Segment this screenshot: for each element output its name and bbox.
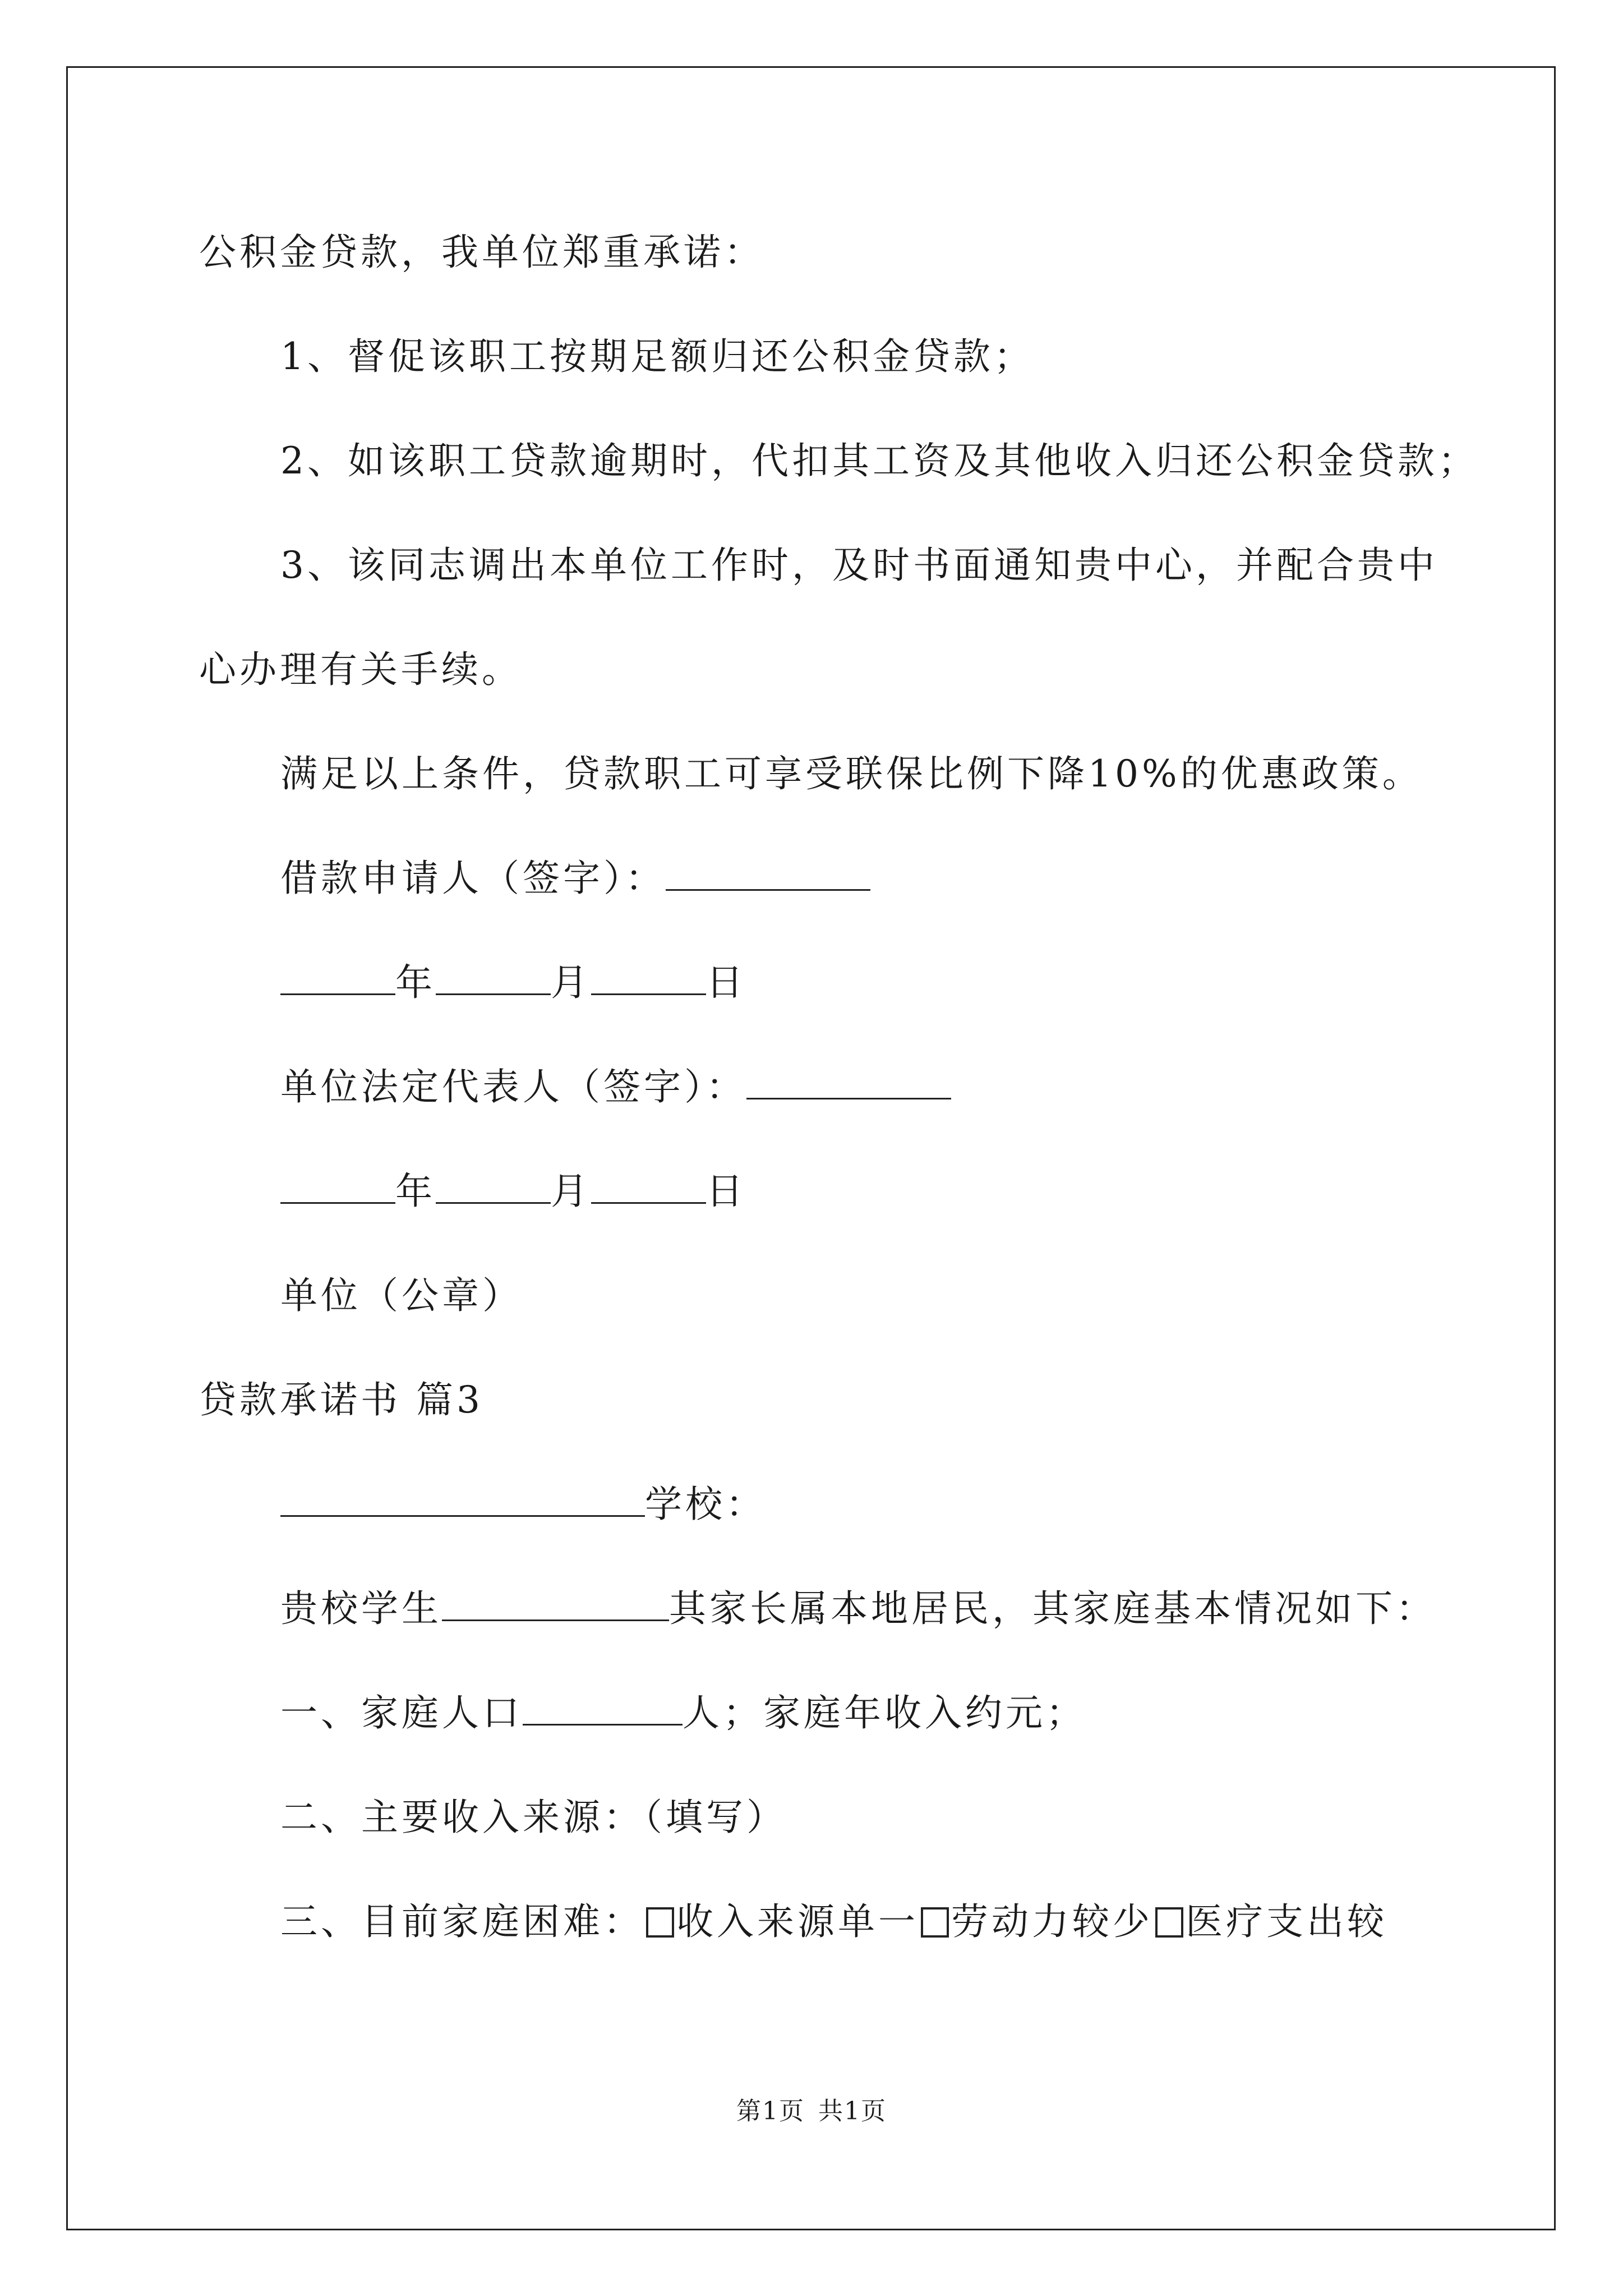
school-suffix: 学校： — [645, 1483, 766, 1526]
borrower-signature-label: 借款申请人（签字）： — [280, 857, 666, 900]
borrower-date-line — [280, 960, 746, 1005]
student-name-blank[interactable] — [442, 1587, 669, 1621]
legal-rep-date-line — [280, 1169, 746, 1214]
day-label: 日 — [706, 961, 746, 1004]
school-line — [280, 1482, 766, 1527]
legal-rep-signature-label: 单位法定代表人（签字）： — [280, 1065, 746, 1108]
page-footer — [0, 2096, 1623, 2127]
year-blank[interactable] — [280, 1170, 395, 1204]
difficulty-option-1: 收入来源单一 — [676, 1900, 919, 1943]
family-size-prefix: 一、家庭人口 — [280, 1691, 523, 1734]
year-label: 年 — [395, 1170, 436, 1213]
month-label: 月 — [551, 961, 591, 1004]
student-line — [280, 1586, 1436, 1631]
year-blank[interactable] — [280, 961, 395, 995]
borrower-signature-line — [280, 856, 870, 901]
paragraph-6: 满足以上条件，贷款职工可享受联保比例下降10%的优惠政策。 — [280, 752, 1423, 795]
difficulty-line — [280, 1899, 1387, 1944]
school-name-blank[interactable] — [280, 1483, 645, 1517]
family-size-line — [280, 1691, 1086, 1736]
legal-rep-signature-blank[interactable] — [746, 1065, 951, 1099]
paragraph-3: 2、如该职工贷款逾期时，代扣其工资及其他收入归还公积金贷款； — [280, 439, 1478, 482]
paragraph-2: 1、督促该职工按期足额归还公积金贷款； — [280, 335, 1034, 378]
month-blank[interactable] — [436, 961, 551, 995]
day-label: 日 — [706, 1170, 746, 1213]
day-blank[interactable] — [591, 961, 706, 995]
paragraph-1: 公积金贷款，我单位郑重承诺： — [199, 231, 764, 274]
year-label: 年 — [395, 961, 436, 1004]
legal-rep-signature-line — [280, 1065, 951, 1110]
difficulty-option-3: 医疗支出较 — [1186, 1900, 1387, 1943]
student-prefix: 贵校学生 — [280, 1587, 442, 1630]
family-size-blank[interactable] — [523, 1691, 683, 1726]
unit-seal-label: 单位（公章） — [280, 1274, 523, 1317]
checkbox[interactable] — [921, 1907, 949, 1938]
page-number: 第1页 — [736, 2097, 805, 2125]
checkbox[interactable] — [646, 1907, 674, 1938]
paragraph-5: 心办理有关手续。 — [199, 648, 522, 691]
difficulty-prefix: 三、目前家庭困难： — [280, 1900, 644, 1943]
page-total: 共1页 — [818, 2097, 887, 2125]
difficulty-option-2: 劳动力较少 — [951, 1900, 1153, 1943]
month-blank[interactable] — [436, 1170, 551, 1204]
student-suffix: 其家长属本地居民，其家庭基本情况如下： — [669, 1587, 1436, 1630]
income-source-line: 二、主要收入来源：（填写） — [280, 1796, 787, 1839]
section-title: 贷款承诺书 篇3 — [199, 1378, 483, 1421]
day-blank[interactable] — [591, 1170, 706, 1204]
family-size-suffix: 人；家庭年收入约元； — [683, 1691, 1086, 1734]
checkbox[interactable] — [1155, 1907, 1183, 1938]
borrower-signature-blank[interactable] — [666, 857, 870, 891]
paragraph-4: 3、该同志调出本单位工作时，及时书面通知贵中心，并配合贵中 — [280, 544, 1438, 587]
month-label: 月 — [551, 1170, 591, 1213]
